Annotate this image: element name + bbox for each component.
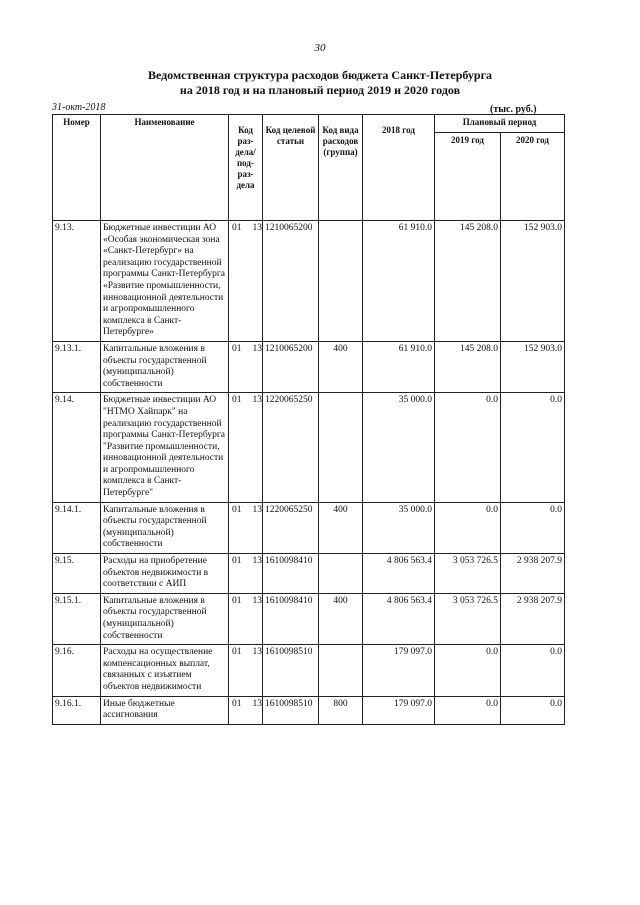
subsection-code: 13 — [252, 395, 262, 406]
title-line-2: на 2018 год и на плановый период 2019 и 2020 годов — [179, 83, 461, 97]
table-row — [53, 221, 565, 342]
header-year-2019: 2019 год — [435, 133, 501, 221]
row-target-code: 1220065250 — [263, 393, 319, 502]
table-header — [53, 115, 565, 221]
row-number: 9.14.1. — [53, 502, 101, 553]
row-value-2019: 0.0 — [435, 696, 501, 724]
row-value-2020: 0.0 — [501, 502, 565, 553]
row-target-code: 1610098410 — [263, 554, 319, 594]
table-row — [53, 393, 565, 502]
table-row — [53, 554, 565, 594]
row-target-code: 1610098510 — [263, 696, 319, 724]
row-number: 9.15.1. — [53, 593, 101, 644]
table-row — [53, 645, 565, 696]
row-section-code — [229, 393, 263, 502]
table-row — [53, 341, 565, 392]
row-number: 9.16. — [53, 645, 101, 696]
subsection-code: 13 — [252, 595, 262, 606]
row-name: Расходы на осуществление компенсационных выплат, связанных с изъятием объектов недвижимости — [101, 645, 229, 696]
section-code: 01 — [232, 698, 242, 709]
row-name: Бюджетные инвестиции АО «Особая экономическая зона «Санкт-Петербург» на реализацию государственной программы Санкт-Петербурга «Развитие промышленности, инновационной деятельности и агропромышленного комплекса в Санкт-Петербурге» — [101, 221, 229, 342]
row-name: Капитальные вложения в объекты государственной (муниципальной) собственности — [101, 502, 229, 553]
row-target-code: 1610098510 — [263, 645, 319, 696]
row-name: Бюджетные инвестиции АО "НТМО Хайпарк" на реализацию государственной программы Санкт-Петербурга "Развитие промышленности, инновационной деятельности и агропромышленного комплекса в Санкт-Петербурге" — [101, 393, 229, 502]
row-section-code — [229, 341, 263, 392]
row-number: 9.16.1. — [53, 696, 101, 724]
row-value-2019: 3 053 726.5 — [435, 593, 501, 644]
row-value-2020: 0.0 — [501, 696, 565, 724]
row-section-code — [229, 696, 263, 724]
row-section-code — [229, 554, 263, 594]
document-title — [60, 68, 580, 98]
row-target-code: 1210065200 — [263, 221, 319, 342]
section-code: 01 — [232, 504, 242, 515]
row-value-2019: 145 208.0 — [435, 221, 501, 342]
table-row — [53, 696, 565, 724]
row-expense-type: 400 — [319, 341, 363, 392]
row-expense-type — [319, 221, 363, 342]
row-value-2018: 61 910.0 — [363, 341, 435, 392]
subsection-code: 13 — [252, 343, 262, 354]
row-value-2018: 4 806 563.4 — [363, 554, 435, 594]
header-expense-type-code: Код вида расходов (группа) — [319, 115, 363, 221]
row-value-2018: 179 097.0 — [363, 696, 435, 724]
row-expense-type — [319, 554, 363, 594]
row-name: Капитальные вложения в объекты государственной (муниципальной) собственности — [101, 593, 229, 644]
row-value-2019: 145 208.0 — [435, 341, 501, 392]
section-code: 01 — [232, 223, 242, 233]
row-value-2018: 4 806 563.4 — [363, 593, 435, 644]
row-value-2019: 0.0 — [435, 502, 501, 553]
row-name: Расходы на приобретение объектов недвижимости в соответствии с АИП — [101, 554, 229, 594]
row-value-2020: 0.0 — [501, 393, 565, 502]
page-number: 30 — [314, 42, 326, 54]
row-value-2020: 152 903.0 — [501, 221, 565, 342]
header-year-2018: 2018 год — [363, 115, 435, 221]
row-number: 9.13.1. — [53, 341, 101, 392]
section-code: 01 — [232, 556, 242, 567]
section-code: 01 — [232, 343, 242, 354]
row-number: 9.14. — [53, 393, 101, 502]
row-number: 9.13. — [53, 221, 101, 342]
header-year-2020: 2020 год — [501, 133, 565, 221]
row-expense-type: 400 — [319, 502, 363, 553]
section-code: 01 — [232, 647, 242, 658]
table-body — [53, 221, 565, 725]
row-value-2018: 35 000.0 — [363, 393, 435, 502]
subsection-code: 13 — [252, 223, 262, 233]
header-planned-period: Плановый период — [435, 115, 565, 133]
table-row — [53, 502, 565, 553]
row-value-2018: 61 910.0 — [363, 221, 435, 342]
date-label: 31-окт-2018 — [52, 102, 106, 113]
row-expense-type — [319, 393, 363, 502]
row-value-2019: 0.0 — [435, 645, 501, 696]
row-value-2018: 179 097.0 — [363, 645, 435, 696]
row-section-code — [229, 593, 263, 644]
subsection-code: 13 — [252, 698, 262, 709]
row-value-2019: 3 053 726.5 — [435, 554, 501, 594]
row-value-2020: 152 903.0 — [501, 341, 565, 392]
row-section-code — [229, 502, 263, 553]
section-code: 01 — [232, 595, 242, 606]
row-section-code — [229, 221, 263, 342]
row-expense-type — [319, 645, 363, 696]
table-row — [53, 593, 565, 644]
row-expense-type: 400 — [319, 593, 363, 644]
title-line-1: Ведомственная структура расходов бюджета Санкт-Петербурга — [147, 68, 493, 82]
subsection-code: 13 — [252, 647, 262, 658]
row-value-2020: 2 938 207.9 — [501, 593, 565, 644]
row-name: Иные бюджетные ассигнования — [101, 696, 229, 724]
row-name: Капитальные вложения в объекты государственной (муниципальной) собственности — [101, 341, 229, 392]
row-expense-type: 800 — [319, 696, 363, 724]
header-number: Номер — [53, 115, 101, 221]
row-value-2018: 35 000.0 — [363, 502, 435, 553]
row-target-code: 1220065250 — [263, 502, 319, 553]
subsection-code: 13 — [252, 504, 262, 515]
row-target-code: 1610098410 — [263, 593, 319, 644]
header-name: Наименование — [101, 115, 229, 221]
header-target-code: Код целевой статьи — [263, 115, 319, 221]
row-value-2019: 0.0 — [435, 393, 501, 502]
row-number: 9.15. — [53, 554, 101, 594]
row-value-2020: 2 938 207.9 — [501, 554, 565, 594]
row-value-2020: 0.0 — [501, 645, 565, 696]
subsection-code: 13 — [252, 556, 262, 567]
units-label: (тыс. руб.) — [490, 104, 537, 115]
row-section-code — [229, 645, 263, 696]
section-code: 01 — [232, 395, 242, 406]
row-target-code: 1210065200 — [263, 341, 319, 392]
header-section-code: Код раз- дела/ под- раз- дела — [229, 115, 263, 221]
budget-table — [52, 114, 565, 725]
